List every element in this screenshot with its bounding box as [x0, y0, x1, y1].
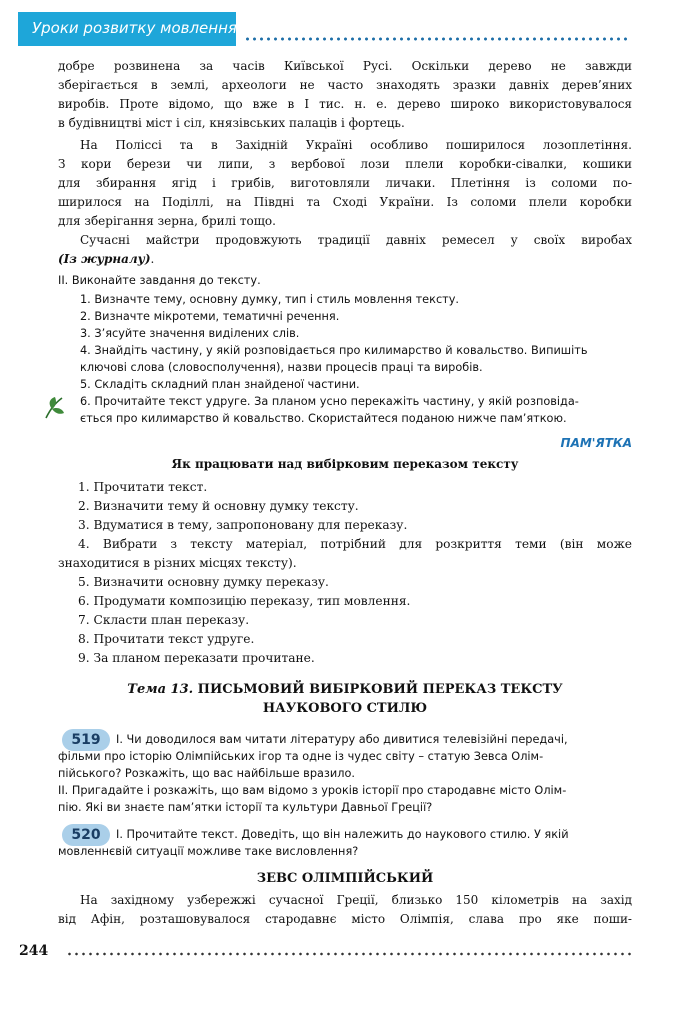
source-citation: (Із журналу) — [58, 252, 151, 266]
text-line: На Поліссі та в Західній Україні особливо поширилося лозоплетіння. — [80, 138, 632, 152]
memo-step-continued: знаходитися в різних місцях тексту). — [58, 556, 297, 570]
theme-title: ПИСЬМОВИЙ ВИБІРКОВИЙ ПЕРЕКАЗ ТЕКСТУ — [197, 682, 563, 697]
theme-title-line1 — [58, 680, 632, 699]
text-heading: ЗЕВС ОЛІМПІЙСЬКИЙ — [256, 871, 434, 886]
text-line: добре розвинена за часів Київської Русі. Оскільки дерево не завжди — [58, 59, 632, 73]
memo-label: ПАМ'ЯТКА — [560, 436, 632, 450]
theme-label: Тема 13. — [127, 682, 194, 697]
text-line: ширилося на Поділлі, на Півдні та Сході України. Із соломи плели коробки — [58, 195, 632, 209]
text-line: в будівництві міст і сіл, князівських палаців і фортець. — [58, 116, 405, 130]
exercise-520-line: мовленнєвій ситуації можливе таке висловлення? — [58, 845, 359, 858]
memo-step: 5. Визначити основну думку переказу. — [78, 575, 329, 589]
text-line: для збирання ягід і грибів, виготовляли личаки. Плетіння із соломи по- — [58, 176, 632, 190]
task-item: ключові слова (словосполучення), назви процесів праці та виробів. — [80, 361, 483, 374]
exercise-519-line: ІІ. Пригадайте і розкажіть, що вам відомо з уроків історії про стародавнє місто Олім- — [58, 784, 567, 797]
exercise-519-line: І. Чи доводилося вам читати літературу або дивитися телевізійні передачі, — [116, 733, 568, 746]
tasks-heading: ІІ. Виконайте завдання до тексту. — [58, 274, 261, 287]
memo-step-4 — [58, 537, 632, 575]
zeus-paragraph — [58, 893, 632, 931]
task-item: 1. Визначте тему, основну думку, тип і стиль мовлення тексту. — [80, 293, 460, 306]
memo-step: 2. Визначити тему й основну думку тексту. — [78, 499, 359, 513]
task-item: 3. З’ясуйте значення виділених слів. — [80, 327, 300, 340]
exercise-number-badge: 519 — [62, 729, 110, 751]
exercise-519-line: пію. Які ви знаєте пам’ятки історії та культури Давньої Греції? — [58, 801, 433, 814]
weaving-paragraph — [58, 138, 632, 233]
memo-step: 7. Скласти план переказу. — [78, 613, 250, 627]
text-line: Сучасні майстри продовжують традиції давніх ремесел у своїх виробах — [80, 233, 632, 247]
text-line: На західному узбережжі сучасної Греції, близько 150 кілометрів на захід — [80, 893, 632, 907]
exercise-519-line: пійського? Розкажіть, що вас найбільше вразило. — [58, 767, 355, 780]
memo-step: 1. Прочитати текст. — [78, 480, 208, 494]
text-line: виробів. Проте відомо, що вже в І тис. н. е. дерево широко використовувалося — [58, 97, 632, 111]
intro-paragraph — [58, 59, 632, 135]
memo-step: 6. Продумати композицію переказу, тип мовлення. — [78, 594, 411, 608]
task-item: 5. Складіть складний план знайденої частини. — [80, 378, 360, 391]
memo-step: 3. Вдуматися в тему, запропоновану для переказу. — [78, 518, 408, 532]
exercise-number-badge: 520 — [62, 824, 110, 846]
task-item: 2. Визначте мікротеми, тематичні речення. — [80, 310, 340, 323]
source-end: . — [150, 252, 155, 266]
retelling-leaf-icon — [40, 394, 68, 422]
memo-steps — [78, 480, 407, 537]
memo-step: 8. Прочитати текст удруге. — [78, 632, 255, 646]
task-item: ється про килимарство й ковальство. Скористайтеся поданою нижче пам’яткою. — [80, 412, 567, 425]
text-line: зберігається в землі, археологи не часто знаходять зразки давніх дерев’яних — [58, 78, 632, 92]
theme-title-line2: НАУКОВОГО СТИЛЮ — [262, 701, 428, 716]
footer-dotted-rule — [66, 952, 632, 956]
text-line: для зберігання зерна, брилі тощо. — [58, 214, 276, 228]
memo-title: Як працювати над вибірковим переказом тексту — [171, 457, 519, 471]
page-number: 244 — [19, 943, 49, 959]
masters-paragraph — [58, 233, 632, 271]
text-line: З кори берези чи липи, з вербової лози плели коробки-сівалки, кошики — [58, 157, 632, 171]
memo-step: 4. Вибрати з тексту матеріал, потрібний для розкриття теми (він може — [78, 537, 632, 551]
header-dotted-rule — [244, 37, 630, 41]
text-line: від Афін, розташовувалося стародавнє місто Олімпія, слава про яке поши- — [58, 912, 632, 926]
exercise-520-line: І. Прочитайте текст. Доведіть, що він належить до наукового стилю. У якій — [116, 828, 569, 841]
memo-step: 9. За планом переказати прочитане. — [78, 651, 315, 665]
exercise-519-line: фільми про історію Олімпійських ігор та одне із чудес світу – статую Зевса Олім- — [58, 750, 544, 763]
task-item: 6. Прочитайте текст удруге. За планом усно перекажіть частину, у якій розповіда- — [80, 395, 579, 408]
task-item: 4. Знайдіть частину, у якій розповідається про килимарство й ковальство. Випишіть — [80, 344, 588, 357]
section-title: Уроки розвитку мовлення — [32, 19, 237, 37]
memo-steps-rest — [78, 575, 410, 670]
